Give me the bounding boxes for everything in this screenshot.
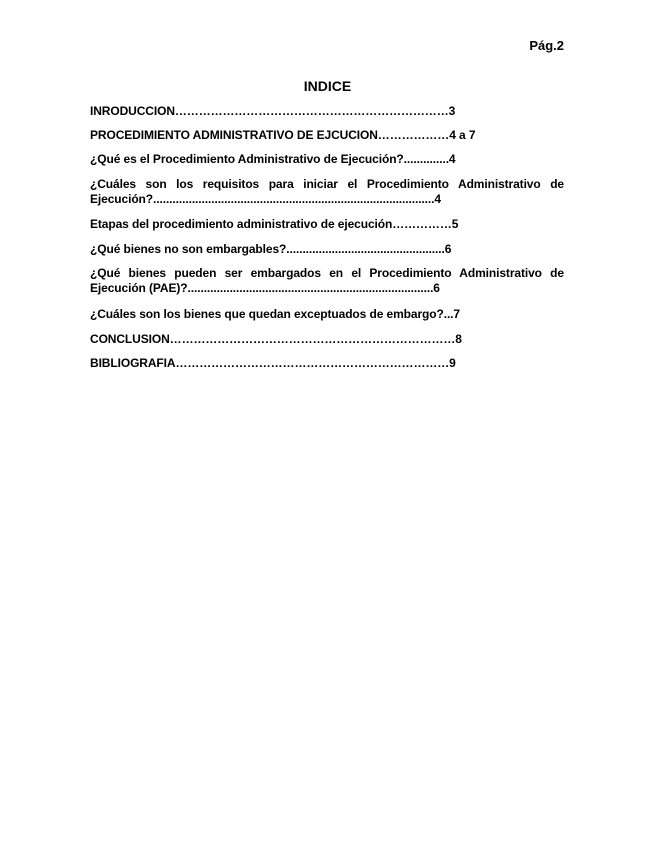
toc-entry-embargables-pae: ¿Qué bienes pueden ser embargados en el Procedimiento Administrativo de Ejecución (PAE)?............................................................................6 <box>90 266 568 295</box>
toc-entry-bibliografia: BIBLIOGRAFIA……………………………………………………………9 <box>90 356 456 370</box>
toc-entry-no-embargables: ¿Qué bienes no son embargables?.................................................6 <box>90 242 452 256</box>
toc-entry-procedimiento: PROCEDIMIENTO ADMINISTRATIVO DE EJCUCION………………4 a 7 <box>90 128 476 142</box>
toc-entry-requisitos: ¿Cuáles son los requisitos para iniciar el Procedimiento Administrativo de Ejecución?.......................................................................................4 <box>90 177 568 206</box>
toc-entry-introduccion: INRODUCCION……………………………………………………………3 <box>90 104 456 118</box>
page-number: Pág.2 <box>529 38 564 53</box>
toc-entry-etapas: Etapas del procedimiento administrativo de ejecución……………5 <box>90 217 459 231</box>
toc-entry-conclusion: CONCLUSION………………………………………………………………8 <box>90 332 462 346</box>
toc-title: INDICE <box>303 78 352 94</box>
toc-entry-exceptuados: ¿Cuáles son los bienes que quedan exceptuados de embargo?...7 <box>90 307 460 321</box>
toc-entry-que-es-pae: ¿Qué es el Procedimiento Administrativo de Ejecución?..............4 <box>90 152 456 166</box>
